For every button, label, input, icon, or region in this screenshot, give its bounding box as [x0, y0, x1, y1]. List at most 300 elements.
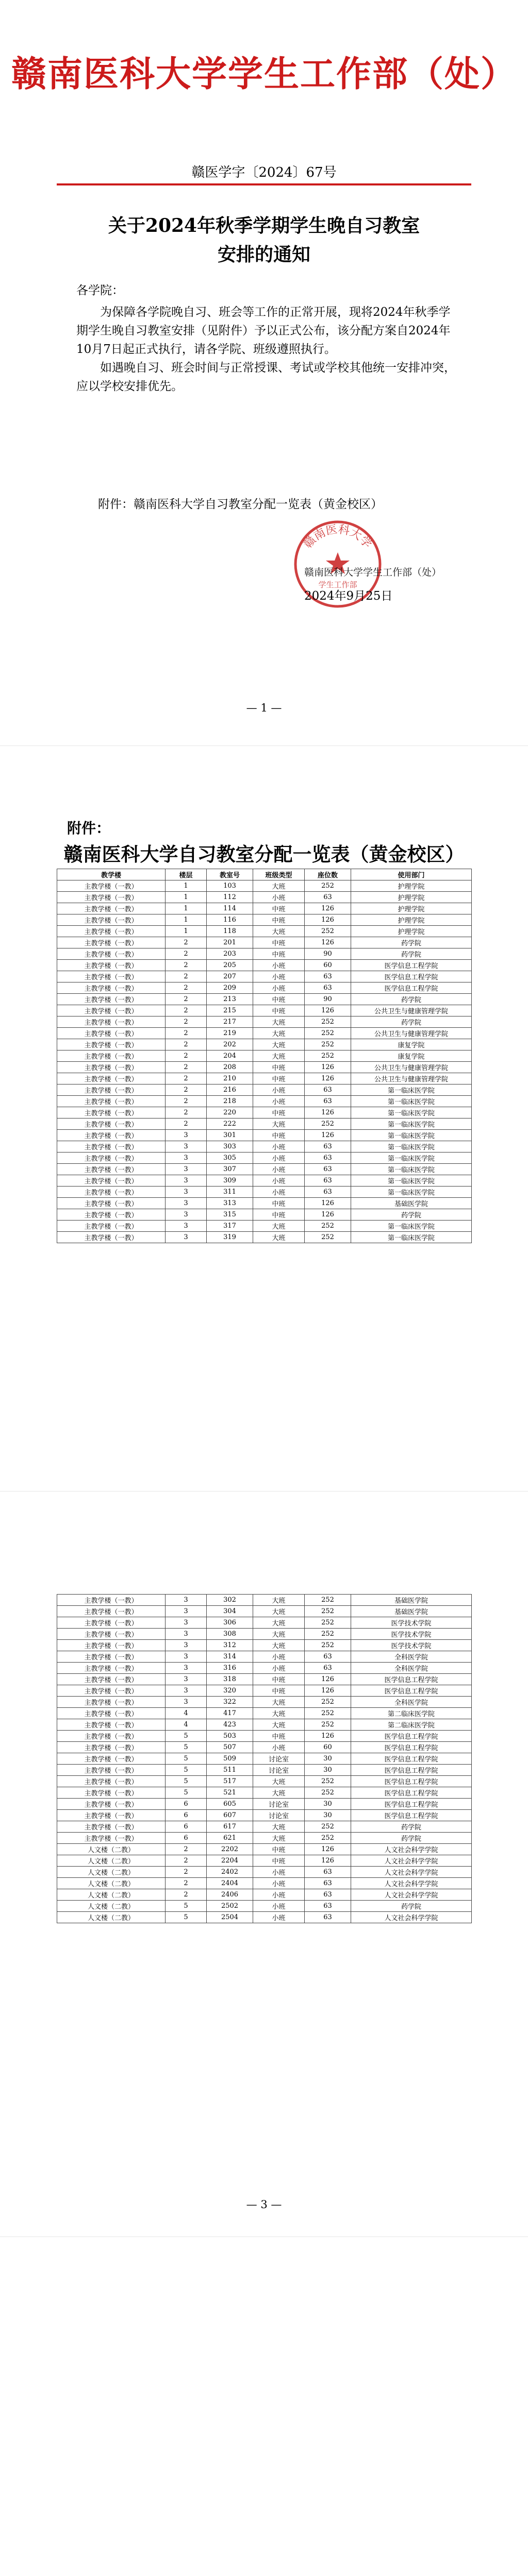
cell-seats: 63	[305, 1141, 351, 1153]
table-row	[57, 1787, 472, 1799]
cell-building: 主教学楼（一教）	[57, 1050, 166, 1062]
classroom-table-part-2	[57, 1594, 472, 1923]
cell-floor: 3	[166, 1595, 207, 1606]
cell-seats: 252	[305, 1821, 351, 1833]
cell-room: 302	[207, 1595, 253, 1606]
cell-room: 322	[207, 1697, 253, 1708]
cell-seats: 126	[305, 1844, 351, 1855]
cell-room: 116	[207, 914, 253, 926]
cell-building: 主教学楼（一教）	[57, 1753, 166, 1765]
table-row	[57, 1232, 472, 1243]
cell-class-type: 小班	[253, 1164, 305, 1175]
table-row	[57, 1062, 472, 1073]
cell-class-type: 小班	[253, 1912, 305, 1923]
cell-floor: 2	[166, 1844, 207, 1855]
cell-department: 医学技术学院	[351, 1640, 472, 1651]
cell-floor: 3	[166, 1232, 207, 1243]
cell-room: 305	[207, 1153, 253, 1164]
cell-floor: 3	[166, 1640, 207, 1651]
cell-department: 护理学院	[351, 880, 472, 892]
table-row	[57, 1130, 472, 1141]
cell-room: 423	[207, 1719, 253, 1731]
cell-class-type: 小班	[253, 892, 305, 903]
cell-class-type: 讨论室	[253, 1753, 305, 1765]
table-row	[57, 1039, 472, 1050]
cell-department: 第一临床医学院	[351, 1153, 472, 1164]
cell-class-type: 小班	[253, 1153, 305, 1164]
cell-floor: 1	[166, 903, 207, 914]
cell-class-type: 小班	[253, 982, 305, 994]
cell-room: 2202	[207, 1844, 253, 1855]
cell-building: 主教学楼（一教）	[57, 914, 166, 926]
cell-room: 607	[207, 1810, 253, 1821]
cell-department: 医学信息工程学院	[351, 971, 472, 982]
cell-class-type: 大班	[253, 1629, 305, 1640]
cell-building: 主教学楼（一教）	[57, 1107, 166, 1118]
cell-building: 主教学楼（一教）	[57, 1221, 166, 1232]
cell-building: 人文楼（二教）	[57, 1867, 166, 1878]
table-row	[57, 1765, 472, 1776]
cell-class-type: 大班	[253, 1697, 305, 1708]
cell-building: 主教学楼（一教）	[57, 1685, 166, 1697]
cell-department: 第一临床医学院	[351, 1084, 472, 1096]
cell-seats: 63	[305, 1175, 351, 1187]
cell-class-type: 中班	[253, 1005, 305, 1016]
cell-building: 主教学楼（一教）	[57, 1141, 166, 1153]
cell-seats: 126	[305, 1198, 351, 1209]
cell-class-type: 讨论室	[253, 1799, 305, 1810]
table-row	[57, 1833, 472, 1844]
cell-room: 605	[207, 1799, 253, 1810]
cell-floor: 2	[166, 1878, 207, 1889]
cell-room: 301	[207, 1130, 253, 1141]
cell-floor: 2	[166, 1118, 207, 1130]
cell-room: 112	[207, 892, 253, 903]
cell-department: 护理学院	[351, 914, 472, 926]
cell-class-type: 中班	[253, 1130, 305, 1141]
table-row	[57, 994, 472, 1005]
cell-seats: 126	[305, 937, 351, 948]
cell-seats: 63	[305, 1187, 351, 1198]
cell-seats: 252	[305, 1028, 351, 1039]
cell-seats: 126	[305, 1209, 351, 1221]
cell-room: 2402	[207, 1867, 253, 1878]
cell-class-type: 大班	[253, 1050, 305, 1062]
cell-seats: 60	[305, 960, 351, 971]
table-row	[57, 1799, 472, 1810]
cell-seats: 60	[305, 1742, 351, 1753]
classroom-table-part-1	[57, 869, 472, 1243]
cell-floor: 6	[166, 1833, 207, 1844]
cell-department: 医学信息工程学院	[351, 1776, 472, 1787]
cell-class-type: 中班	[253, 1198, 305, 1209]
cell-department: 全科医学院	[351, 1697, 472, 1708]
cell-floor: 1	[166, 926, 207, 937]
cell-building: 主教学楼（一教）	[57, 1821, 166, 1833]
cell-department: 公共卫生与健康管理学院	[351, 1028, 472, 1039]
cell-room: 2404	[207, 1878, 253, 1889]
cell-floor: 5	[166, 1787, 207, 1799]
cell-department: 基础医学院	[351, 1606, 472, 1617]
table-row	[57, 1606, 472, 1617]
table-row	[57, 1164, 472, 1175]
page-number-3: — 3 —	[246, 2198, 282, 2211]
cell-department: 第一临床医学院	[351, 1107, 472, 1118]
cell-floor: 2	[166, 960, 207, 971]
cell-seats: 63	[305, 982, 351, 994]
cell-room: 317	[207, 1221, 253, 1232]
cell-floor: 4	[166, 1708, 207, 1719]
cell-room: 517	[207, 1776, 253, 1787]
cell-room: 521	[207, 1787, 253, 1799]
cell-department: 药学院	[351, 937, 472, 948]
cell-floor: 3	[166, 1209, 207, 1221]
cell-room: 307	[207, 1164, 253, 1175]
cell-class-type: 大班	[253, 880, 305, 892]
cell-floor: 3	[166, 1130, 207, 1141]
cell-room: 320	[207, 1685, 253, 1697]
cell-floor: 2	[166, 1039, 207, 1050]
cell-building: 主教学楼（一教）	[57, 982, 166, 994]
cell-class-type: 中班	[253, 1209, 305, 1221]
cell-room: 318	[207, 1674, 253, 1685]
document-number: 赣医学字〔2024〕67号	[191, 165, 337, 180]
table-row	[57, 914, 472, 926]
cell-building: 主教学楼（一教）	[57, 1697, 166, 1708]
table-row	[57, 1118, 472, 1130]
cell-building: 主教学楼（一教）	[57, 937, 166, 948]
cell-room: 215	[207, 1005, 253, 1016]
cell-seats: 63	[305, 971, 351, 982]
cell-department: 医学信息工程学院	[351, 1753, 472, 1765]
cell-class-type: 大班	[253, 1787, 305, 1799]
attachment-title: 赣南医科大学自习教室分配一览表（黄金校区）	[63, 843, 465, 866]
cell-class-type: 中班	[253, 903, 305, 914]
table-row	[57, 1844, 472, 1855]
cell-floor: 2	[166, 1005, 207, 1016]
cell-floor: 3	[166, 1141, 207, 1153]
cell-seats: 63	[305, 1901, 351, 1912]
cell-seats: 126	[305, 1685, 351, 1697]
cell-department: 医学信息工程学院	[351, 1810, 472, 1821]
cell-building: 人文楼（二教）	[57, 1844, 166, 1855]
table-row	[57, 971, 472, 982]
cell-room: 202	[207, 1039, 253, 1050]
cell-department: 护理学院	[351, 892, 472, 903]
cell-seats: 252	[305, 1232, 351, 1243]
cell-class-type: 中班	[253, 1855, 305, 1867]
table-row	[57, 1209, 472, 1221]
cell-room: 507	[207, 1742, 253, 1753]
table-row	[57, 1141, 472, 1153]
column-header-department: 使用部门	[351, 869, 472, 880]
table-row	[57, 1175, 472, 1187]
cell-seats: 90	[305, 948, 351, 960]
cell-seats: 252	[305, 1595, 351, 1606]
cell-room: 308	[207, 1629, 253, 1640]
cell-building: 人文楼（二教）	[57, 1878, 166, 1889]
cell-seats: 252	[305, 1833, 351, 1844]
cell-class-type: 中班	[253, 1731, 305, 1742]
cell-floor: 2	[166, 1062, 207, 1073]
table-row	[57, 982, 472, 994]
cell-class-type: 中班	[253, 1062, 305, 1073]
cell-floor: 5	[166, 1731, 207, 1742]
cell-room: 309	[207, 1175, 253, 1187]
table-row	[57, 1096, 472, 1107]
cell-building: 主教学楼（一教）	[57, 1629, 166, 1640]
cell-floor: 4	[166, 1719, 207, 1731]
cell-class-type: 大班	[253, 1028, 305, 1039]
table-row	[57, 1187, 472, 1198]
cell-department: 人文社会科学学院	[351, 1878, 472, 1889]
cell-class-type: 中班	[253, 1073, 305, 1084]
cell-room: 2406	[207, 1889, 253, 1901]
table-row	[57, 1889, 472, 1901]
cell-seats: 252	[305, 1606, 351, 1617]
cell-room: 218	[207, 1096, 253, 1107]
cell-building: 主教学楼（一教）	[57, 1708, 166, 1719]
cell-floor: 6	[166, 1799, 207, 1810]
cell-floor: 3	[166, 1164, 207, 1175]
cell-floor: 5	[166, 1765, 207, 1776]
cell-floor: 3	[166, 1663, 207, 1674]
cell-building: 主教学楼（一教）	[57, 1005, 166, 1016]
cell-building: 主教学楼（一教）	[57, 971, 166, 982]
cell-department: 护理学院	[351, 926, 472, 937]
table-row	[57, 1617, 472, 1629]
cell-class-type: 大班	[253, 1039, 305, 1050]
cell-building: 主教学楼（一教）	[57, 1742, 166, 1753]
table-row	[57, 1821, 472, 1833]
cell-department: 药学院	[351, 1209, 472, 1221]
cell-room: 219	[207, 1028, 253, 1039]
table-row	[57, 1107, 472, 1118]
cell-seats: 126	[305, 1107, 351, 1118]
cell-department: 医学信息工程学院	[351, 1742, 472, 1753]
cell-seats: 252	[305, 1629, 351, 1640]
cell-building: 主教学楼（一教）	[57, 960, 166, 971]
cell-room: 311	[207, 1187, 253, 1198]
cell-class-type: 小班	[253, 1175, 305, 1187]
cell-class-type: 中班	[253, 948, 305, 960]
cell-room: 617	[207, 1821, 253, 1833]
cell-seats: 252	[305, 1617, 351, 1629]
cell-department: 人文社会科学学院	[351, 1912, 472, 1923]
cell-floor: 3	[166, 1674, 207, 1685]
cell-floor: 5	[166, 1776, 207, 1787]
column-header-room: 教室号	[207, 869, 253, 880]
cell-class-type: 大班	[253, 1221, 305, 1232]
table-row	[57, 1674, 472, 1685]
red-divider	[57, 183, 471, 185]
cell-seats: 252	[305, 1118, 351, 1130]
cell-class-type: 小班	[253, 1651, 305, 1663]
seal-subtext: 学生工作部	[318, 581, 357, 589]
page-4	[0, 2236, 528, 2576]
table-row	[57, 926, 472, 937]
cell-building: 主教学楼（一教）	[57, 1084, 166, 1096]
cell-class-type: 大班	[253, 1016, 305, 1028]
cell-department: 药学院	[351, 994, 472, 1005]
cell-building: 主教学楼（一教）	[57, 1663, 166, 1674]
cell-seats: 252	[305, 1708, 351, 1719]
table-row	[57, 1028, 472, 1039]
cell-building: 主教学楼（一教）	[57, 1731, 166, 1742]
cell-seats: 63	[305, 1889, 351, 1901]
cell-room: 114	[207, 903, 253, 914]
cell-class-type: 讨论室	[253, 1765, 305, 1776]
cell-building: 主教学楼（一教）	[57, 1039, 166, 1050]
column-header-seats: 座位数	[305, 869, 351, 880]
cell-room: 2504	[207, 1912, 253, 1923]
cell-department: 医学信息工程学院	[351, 1731, 472, 1742]
cell-class-type: 小班	[253, 1663, 305, 1674]
table-row	[57, 880, 472, 892]
cell-department: 第一临床医学院	[351, 1118, 472, 1130]
cell-floor: 3	[166, 1617, 207, 1629]
cell-seats: 126	[305, 1674, 351, 1685]
cell-department: 公共卫生与健康管理学院	[351, 1073, 472, 1084]
cell-department: 医学技术学院	[351, 1617, 472, 1629]
column-header-building: 教学楼	[57, 869, 166, 880]
cell-building: 主教学楼（一教）	[57, 1606, 166, 1617]
cell-class-type: 中班	[253, 937, 305, 948]
cell-department: 全科医学院	[351, 1663, 472, 1674]
table-row	[57, 1640, 472, 1651]
cell-department: 药学院	[351, 1833, 472, 1844]
cell-seats: 63	[305, 1867, 351, 1878]
cell-room: 313	[207, 1198, 253, 1209]
cell-class-type: 小班	[253, 960, 305, 971]
cell-seats: 63	[305, 892, 351, 903]
attachment-label: 附件：	[67, 820, 111, 837]
page-number-1: — 1 —	[246, 702, 282, 714]
cell-class-type: 小班	[253, 1889, 305, 1901]
cell-department: 康复学院	[351, 1039, 472, 1050]
cell-floor: 3	[166, 1198, 207, 1209]
body-paragraph-1: 为保障各学院晚自习、班会等工作的正常开展，现将2024年秋季学期学生晚自习教室安排（见附件）予以正式公布，该分配方案自2024年10月7日起正式执行，请各学院、班级遵照执行。	[76, 306, 451, 356]
cell-building: 主教学楼（一教）	[57, 1028, 166, 1039]
cell-building: 主教学楼（一教）	[57, 903, 166, 914]
cell-room: 316	[207, 1663, 253, 1674]
cell-department: 护理学院	[351, 903, 472, 914]
cell-class-type: 小班	[253, 971, 305, 982]
cell-seats: 63	[305, 1912, 351, 1923]
cell-floor: 1	[166, 914, 207, 926]
cell-department: 康复学院	[351, 1050, 472, 1062]
cell-room: 103	[207, 880, 253, 892]
cell-building: 主教学楼（一教）	[57, 1198, 166, 1209]
cell-building: 主教学楼（一教）	[57, 892, 166, 903]
cell-seats: 252	[305, 1640, 351, 1651]
cell-floor: 2	[166, 1084, 207, 1096]
cell-room: 217	[207, 1016, 253, 1028]
cell-floor: 2	[166, 982, 207, 994]
cell-building: 主教学楼（一教）	[57, 1595, 166, 1606]
cell-seats: 63	[305, 1096, 351, 1107]
cell-seats: 30	[305, 1753, 351, 1765]
cell-building: 主教学楼（一教）	[57, 1073, 166, 1084]
issue-date: 2024年9月25日	[304, 589, 393, 603]
cell-room: 207	[207, 971, 253, 982]
cell-department: 医学信息工程学院	[351, 1765, 472, 1776]
cell-department: 第二临床医学院	[351, 1708, 472, 1719]
cell-department: 第一临床医学院	[351, 1164, 472, 1175]
table-row	[57, 1810, 472, 1821]
cell-building: 主教学楼（一教）	[57, 1153, 166, 1164]
cell-seats: 63	[305, 1651, 351, 1663]
cell-floor: 3	[166, 1685, 207, 1697]
cell-building: 主教学楼（一教）	[57, 1164, 166, 1175]
cell-seats: 252	[305, 1776, 351, 1787]
cell-building: 主教学楼（一教）	[57, 1016, 166, 1028]
cell-seats: 63	[305, 1663, 351, 1674]
cell-room: 213	[207, 994, 253, 1005]
cell-class-type: 大班	[253, 1821, 305, 1833]
cell-department: 第一临床医学院	[351, 1221, 472, 1232]
cell-floor: 2	[166, 1855, 207, 1867]
cell-building: 主教学楼（一教）	[57, 926, 166, 937]
table-row	[57, 892, 472, 903]
cell-room: 304	[207, 1606, 253, 1617]
cell-floor: 3	[166, 1697, 207, 1708]
cell-class-type: 大班	[253, 1708, 305, 1719]
cell-floor: 3	[166, 1187, 207, 1198]
cell-seats: 126	[305, 1731, 351, 1742]
cell-floor: 3	[166, 1629, 207, 1640]
cell-building: 人文楼（二教）	[57, 1889, 166, 1901]
cell-class-type: 小班	[253, 1901, 305, 1912]
cell-room: 315	[207, 1209, 253, 1221]
cell-seats: 252	[305, 1719, 351, 1731]
cell-department: 人文社会科学学院	[351, 1844, 472, 1855]
cell-seats: 63	[305, 1878, 351, 1889]
cell-class-type: 小班	[253, 1141, 305, 1153]
cell-building: 主教学楼（一教）	[57, 1799, 166, 1810]
cell-building: 主教学楼（一教）	[57, 1810, 166, 1821]
cell-building: 主教学楼（一教）	[57, 1674, 166, 1685]
table-header-row	[57, 869, 472, 880]
issuer-signature: 赣南医科大学学生工作部（处）	[304, 567, 442, 578]
cell-seats: 30	[305, 1799, 351, 1810]
cell-room: 118	[207, 926, 253, 937]
cell-department: 第二临床医学院	[351, 1719, 472, 1731]
cell-class-type: 小班	[253, 1867, 305, 1878]
cell-room: 511	[207, 1765, 253, 1776]
svg-text:赣南医科大学	[301, 522, 374, 550]
cell-room: 205	[207, 960, 253, 971]
table-row	[57, 1651, 472, 1663]
cell-class-type: 中班	[253, 994, 305, 1005]
table-row	[57, 1198, 472, 1209]
cell-building: 人文楼（二教）	[57, 1912, 166, 1923]
cell-floor: 2	[166, 1028, 207, 1039]
cell-seats: 30	[305, 1810, 351, 1821]
cell-floor: 6	[166, 1810, 207, 1821]
notice-title-line-1: 关于2024年秋季学期学生晚自习教室	[108, 215, 420, 236]
cell-floor: 2	[166, 1867, 207, 1878]
cell-floor: 6	[166, 1821, 207, 1833]
table-row	[57, 1084, 472, 1096]
notice-title	[0, 211, 528, 269]
cell-seats: 126	[305, 1062, 351, 1073]
cell-department: 人文社会科学学院	[351, 1867, 472, 1878]
cell-room: 210	[207, 1073, 253, 1084]
cell-seats: 252	[305, 1039, 351, 1050]
attachment-reference: 附件：赣南医科大学自习教室分配一览表（黄金校区）	[98, 498, 383, 511]
cell-class-type: 讨论室	[253, 1810, 305, 1821]
